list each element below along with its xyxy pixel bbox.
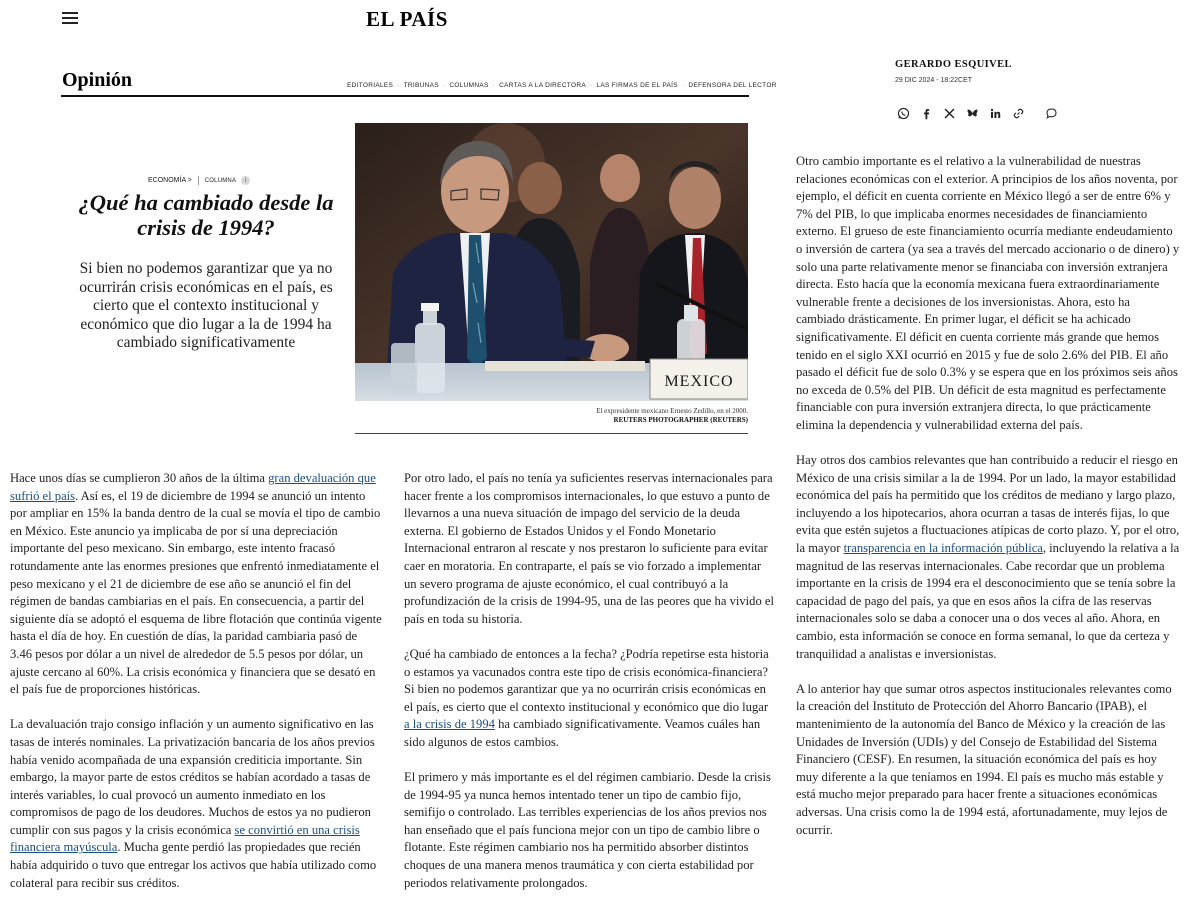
nav-editoriales[interactable]: EDITORIALES [347, 82, 394, 89]
site-logo[interactable]: EL PAÍS [366, 7, 448, 31]
section-nav: EDITORIALES · TRIBUNAS · COLUMNAS · CARTAS A LA DIRECTORA · LAS FIRMAS DE EL PAÍS · DEFENSORA DEL LECTOR [347, 82, 777, 89]
nav-firmas[interactable]: LAS FIRMAS DE EL PAÍS [596, 82, 678, 89]
kicker [148, 176, 250, 185]
section-title[interactable]: Opinión [62, 69, 133, 91]
link-crisis-financiera[interactable]: se convirtió en una crisis financiera mayúscula [10, 822, 360, 855]
photo-credit: REUTERS PHOTOGRAPHER (REUTERS) [613, 416, 748, 424]
comment-icon[interactable] [1044, 106, 1059, 121]
paragraph: El primero y más importante es el del régimen cambiario. Desde la crisis de 1994-95 ya nunca hemos intentado tener un tipo de cambio fijo, semifijo o controlado. Las terribles experiencias de los años previos nos han enseñado que el país funciona mejor con un tipo de cambio libre o flotante. Este régimen cambiario nos ha permitido absorber distintos choques de una manera menos traumática y con cierta estabilidad por periodos relativamente prolongados. [404, 770, 771, 890]
article-column-3 [796, 153, 1182, 857]
paragraph: A lo anterior hay que sumar otros aspectos institucionales relevantes como la creación del Instituto de Protección del Ahorro Bancario (IPAB), el mantenimiento de la autonomía del Banco de México y la creación de las Unidades de Inversión (UDIs) y del Consejo de Estabilidad del Sistema Financiero (CESF). En resumen, la situación económica del país es hoy muy diferente a la que teníamos en 1994. El país es mucho más estable y está mucho mejor preparado para hacer frente a situaciones económicas adversas. Una crisis como la de 1994 está, afortunadamente, muy lejos de ocurrir. [796, 681, 1172, 837]
publish-date: 29 DIC 2024 - 18:22CET [895, 77, 973, 84]
kicker-divider [198, 176, 199, 185]
article-photo [355, 123, 748, 401]
caption-text: El expresidente mexicano Ernesto Zedillo, en el 2000. [596, 407, 748, 415]
photo-caption [355, 407, 748, 425]
link-icon[interactable] [1011, 106, 1026, 121]
author-name[interactable]: GERARDO ESQUIVEL [895, 59, 1012, 70]
paragraph: Hace unos días se cumplieron 30 años de la última gran devaluación que sufrió el país. Así es, el 19 de diciembre de 1994 se anunció un intento por ampliar en 15% la banda dentro de la cual se movía el tipo de cambio en México. Este anuncio ya implicaba de por sí una depreciación importante del peso mexicano. Sin embargo, este intento fracasó rotundamente ante las enormes presiones que enfrentó inmediatamente el peso mexicano y el 21 de diciembre de ese año se anunció el fin del régimen de bandas cambiarias en el país. En consecuencia, a partir del siguiente día se adoptó el esquema de libre flotación que continúa vigente hasta el día de hoy. En cuestión de días, la paridad cambiaria pasó de 3.46 pesos por dólar a un nivel de alrededor de 5.5 pesos por dólar, un ajuste cercano al 60%. La crisis económica y financiera que se desató en el país fue de proporciones históricas. [10, 471, 382, 697]
subheadline: Si bien no podemos garantizar que ya no ocurrirán crisis económicas en el país, es cierto que el contexto institucional y económico que dio lugar a la de 1994 ha cambiado significativamente [79, 260, 333, 351]
paragraph: Por otro lado, el país no tenía ya suficientes reservas internacionales para hacer frente a los compromisos internacionales, lo que estuvo a punto de llevarnos a una nueva situación de impago del servicio de la deuda externa. El gobierno de Estados Unidos y el Fondo Monetario Internacional entraron al rescate y nos prestaron lo suficiente para evitar caer en moratoria. En contraparte, el país se vio forzado a implementar un severo programa de ajuste económico, el cual contribuyó a la profundización de la crisis de 1994-95, una de las peores que ha vivido el país en toda su historia. [404, 471, 775, 626]
x-icon[interactable] [942, 106, 957, 121]
share-bar [896, 106, 1059, 121]
link-transparencia[interactable]: transparencia en la información pública [843, 541, 1043, 556]
caption-divider [355, 433, 748, 434]
nav-defensora[interactable]: DEFENSORA DEL LECTOR [688, 82, 777, 89]
paragraph: La devaluación trajo consigo inflación y un aumento significativo en las tasas de interés nominales. La privatización bancaria de los años previos había venido acompañada de una expansión crediticia importante. Sin embargo, la mayor parte de estos créditos se habían acordado a tasas de interés variables, lo cual provocó un aumento inmediato en los compromisos de pago de los deudores. Muchos de estos ya no pudieron cumplir con sus pagos y la crisis económica se convirtió en una crisis financiera mayúscula. Mucha gente perdió las propiedades que recién había adquirido o tuvo que entregar los activos que había utilizado como colateral para recibir sus créditos. [10, 717, 377, 890]
linkedin-icon[interactable] [988, 106, 1003, 121]
paragraph: ¿Qué ha cambiado de entonces a la fecha? ¿Podría repetirse esta historia o estamos ya vacunados contra este tipo de crisis económica-financiera? Si bien no podemos garantizar que ya no ocurrirán crisis económicas en el país, es cierto que el contexto institucional y económico que dio lugar a la crisis de 1994 ha cambiado significativamente. Veamos cuáles han sido algunos de estos cambios. [404, 646, 769, 749]
whatsapp-icon[interactable] [896, 106, 911, 121]
article-column-2 [404, 470, 776, 910]
section-divider [61, 95, 749, 97]
placard-text: MEXICO [664, 373, 734, 390]
nav-columnas[interactable]: COLUMNAS [449, 82, 489, 89]
bluesky-icon[interactable] [965, 106, 980, 121]
paragraph: Otro cambio importante es el relativo a la vulnerabilidad de nuestras relaciones económicas con el exterior. A principios de los años noventa, por ejemplo, el déficit en cuenta corriente en México llegó a ser de entre 6% y 7% del PIB, lo que implicaba enormes necesidades de financiamiento externo. El grueso de este financiamiento ocurría mediante endeudamiento o inversión de cartera (ya sea a través del mercado accionario o de dinero) y solo una parte relativamente menor se financiaba con inversión extranjera directa. Esto hacía que la economía mexicana fuera extraordinariamente vulnerable frente a decisiones de los inversionistas. Ahora, esto ha cambiado drásticamente. En primer lugar, el déficit se ha achicado significativamente. El déficit en cuenta corriente más grande que hemos tenido en el siglo XXI ocurrió en 2015 y fue de solo 2.6% del PIB. El año pasado el déficit fue de solo 0.3% y se espera que en los próximos seis años no exceda de 0.5% del PIB. Un déficit de esta magnitud es perfectamente financiable con pura inversión extranjera directa, lo que prácticamente elimina la dependencia y vulnerabilidad externa del país. [796, 154, 1180, 432]
link-crisis-1994[interactable]: a la crisis de 1994 [404, 717, 495, 732]
info-icon[interactable]: i [241, 176, 250, 185]
headline: ¿Qué ha cambiado desde la crisis de 1994? [78, 190, 334, 240]
kicker-type: COLUMNA [204, 177, 237, 184]
photo-illustration [355, 123, 748, 401]
kicker-section[interactable]: ECONOMÍA > [148, 177, 192, 184]
paragraph: Hay otros dos cambios relevantes que han contribuido a reducir el riesgo en México de una crisis similar a la de 1994. Por un lado, la mayor estabilidad económica del país ha permitido que los créditos de mediano y largo plazo, incluyendo a los hipotecarios, ahora ocurran a tasas de interés fijas, lo que evita que estén sujetos a fluctuaciones atípicas de corto plazo. Y, por el otro, la mayor transparencia en la información pública, incluyendo la relativa a la magnitud de las reservas internacionales. Cabe recordar que un problema importante en la crisis de 1994 era el desconocimiento que se tenía sobre la capacidad de pago del país, ya que en esos años la cifra de las reservas internacionales solo se daba a conocer una o dos veces al año. Ahora, en cambio, esta información se conoce en forma semanal, lo que da certeza y tranquilidad a analistas e inversionistas. [796, 453, 1180, 661]
link-gran-devaluacion[interactable]: gran devaluación que sufrió el país [10, 471, 376, 503]
menu-icon[interactable] [62, 12, 78, 24]
facebook-icon[interactable] [919, 106, 934, 121]
nav-tribunas[interactable]: TRIBUNAS [403, 82, 439, 89]
nav-cartas[interactable]: CARTAS A LA DIRECTORA [499, 82, 586, 89]
article-column-1 [10, 470, 382, 910]
